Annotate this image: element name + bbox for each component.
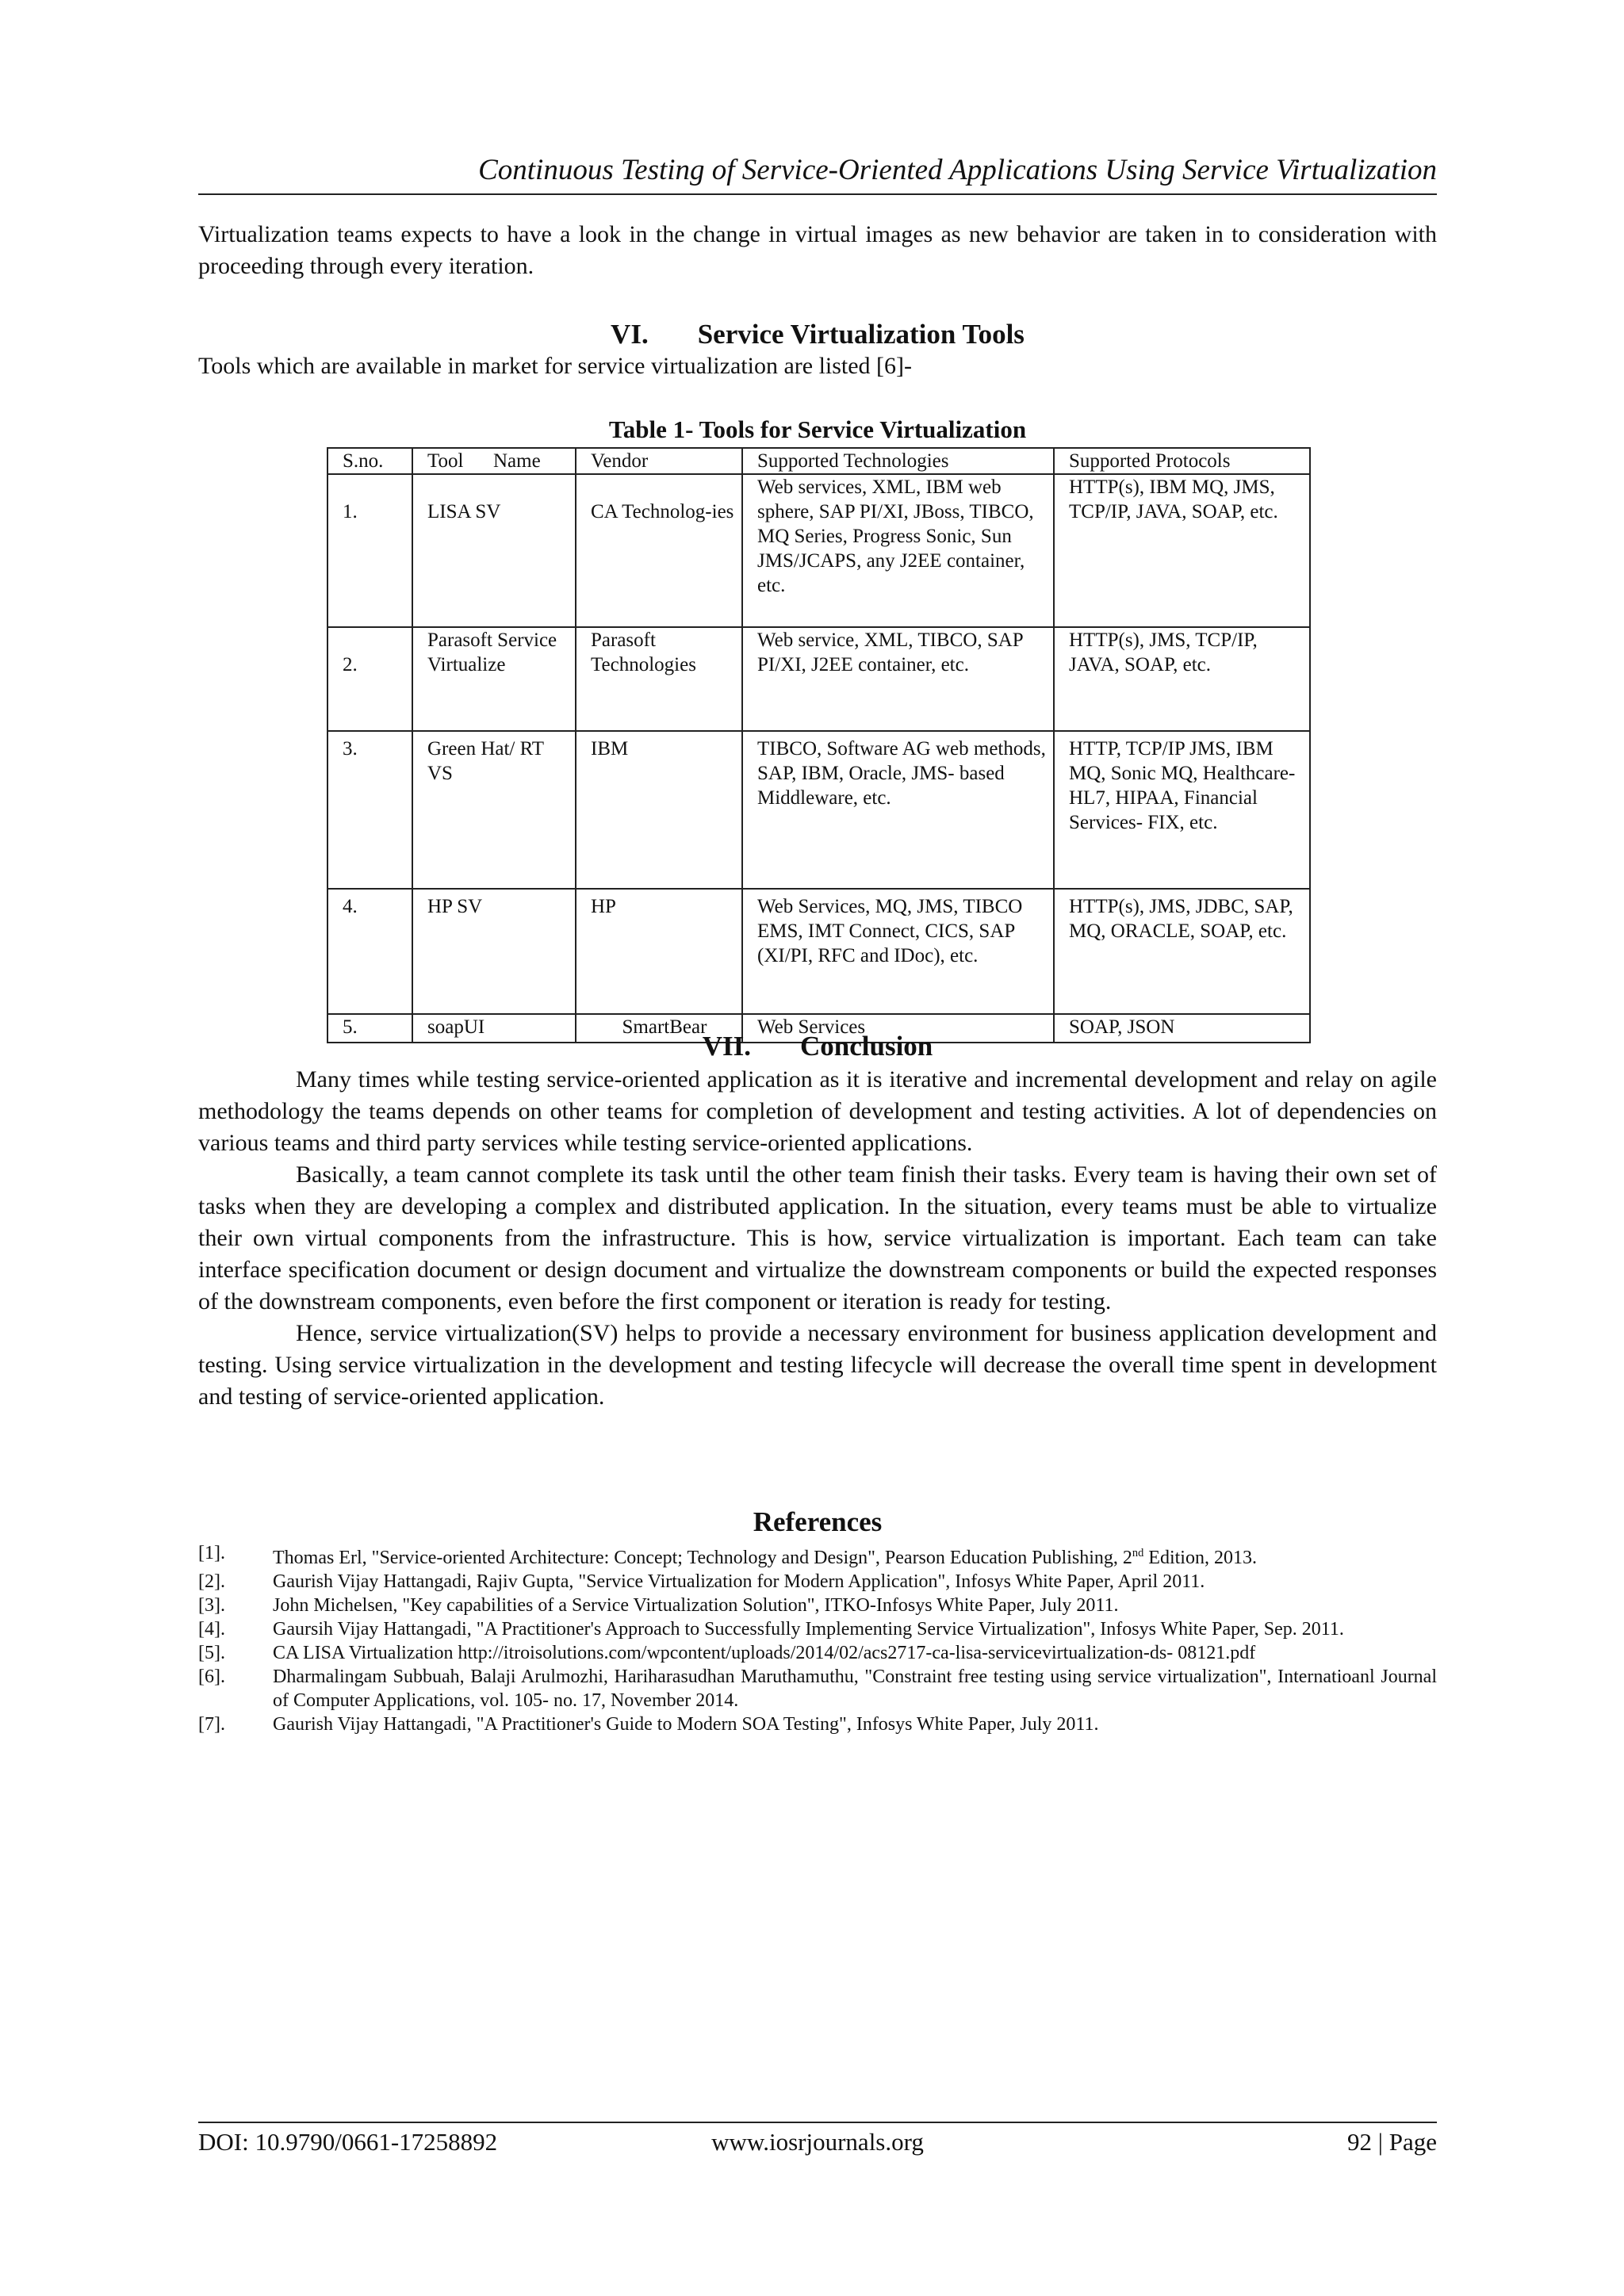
tools-table — [327, 447, 1311, 1043]
cell-vendor: IBM — [576, 731, 742, 889]
header-supported-technologies: Supported Technologies — [742, 448, 1054, 474]
conclusion-body — [198, 1064, 1437, 1413]
reference-item — [198, 1665, 1437, 1712]
cell-protocols: HTTP(s), JMS, TCP/IP, JAVA, SOAP, etc. — [1054, 627, 1310, 731]
paper-page — [198, 0, 1437, 2296]
cell-sno: 4. — [327, 889, 412, 1014]
reference-text: Gaurish Vijay Hattangadi, "A Practitioner's Guide to Modern SOA Testing", Infosys White Paper, July 2011. — [273, 1714, 1099, 1735]
footer-doi: DOI: 10.9790/0661-17258892 — [198, 2128, 498, 2156]
reference-item — [198, 1541, 1437, 1570]
header-supported-protocols: Supported Protocols — [1054, 448, 1310, 474]
cell-protocols: SOAP, JSON — [1054, 1014, 1310, 1043]
reference-text-tail: Edition, 2013. — [1143, 1548, 1257, 1568]
header-tool-name: Tool Name — [412, 448, 576, 474]
cell-vendor: HP — [576, 889, 742, 1014]
intro-block — [198, 219, 1437, 282]
footer-rule — [198, 2122, 1437, 2123]
header-vendor: Vendor — [576, 448, 742, 474]
footer-website: www.iosrjournals.org — [711, 2128, 924, 2156]
cell-technologies: Web Services — [742, 1014, 1054, 1043]
conclusion-paragraph-2: Basically, a team cannot complete its task until the other team finish their tasks. Every team is having their own set of tasks when they are developing a complex and distributed application. In the situation, every teams must be able to virtualize their own virtual components from the infrastructure. This is how, service virtualization is important. Each team can take interface specification document or design document and virtualize the downstream components or build the expected responses of the downstream components, even before the first component or iteration is ready for testing. — [198, 1161, 1437, 1314]
reference-number: [6]. — [198, 1667, 225, 1687]
header-rule — [198, 193, 1437, 195]
cell-protocols: HTTP(s), JMS, JDBC, SAP, MQ, ORACLE, SOAP, etc. — [1054, 889, 1310, 1014]
reference-text: John Michelsen, "Key capabilities of a Service Virtualization Solution", ITKO-Infosys White Paper, July 2011. — [273, 1595, 1119, 1616]
conclusion-paragraph-1: Many times while testing service-oriented application as it is iterative and incremental development and relay on agile methodology the teams depends on other teams for completion of development and testing activities. A lot of dependencies on various teams and third party services while testing service-oriented applications. — [198, 1066, 1437, 1156]
section-6-title: Service Virtualization Tools — [697, 319, 1025, 350]
reference-item — [198, 1617, 1437, 1641]
reference-item — [198, 1712, 1437, 1736]
cell-vendor: Parasoft Technologies — [576, 627, 742, 731]
cell-tool: HP SV — [412, 889, 576, 1014]
header-sno: S.no. — [327, 448, 412, 474]
table-row — [327, 474, 1310, 627]
table-header-row — [327, 448, 1310, 474]
cell-protocols: HTTP, TCP/IP JMS, IBM MQ, Sonic MQ, Healthcare- HL7, HIPAA, Financial Services- FIX, etc. — [1054, 731, 1310, 889]
reference-text: Dharmalingam Subbuah, Balaji Arulmozhi, Hariharasudhan Maruthamuthu, "Constraint free testing using service virtualization", Internatioanl Journal of Computer Applications, vol. 105- no. 17, November 2014. — [273, 1667, 1437, 1711]
section-6-lead: Tools which are available in market for service virtualization are listed [6]- — [198, 353, 913, 379]
cell-sno: 2. — [327, 627, 412, 731]
section-7-heading — [198, 1029, 1437, 1064]
reference-item — [198, 1641, 1437, 1665]
cell-protocols: HTTP(s), IBM MQ, JMS, TCP/IP, JAVA, SOAP, etc. — [1054, 474, 1310, 627]
cell-technologies: Web services, XML, IBM web sphere, SAP PI/XI, JBoss, TIBCO, MQ Series, Progress Sonic, Sun JMS/JCAPS, any J2EE container, etc. — [742, 474, 1054, 627]
cell-technologies: TIBCO, Software AG web methods, SAP, IBM, Oracle, JMS- based Middleware, etc. — [742, 731, 1054, 889]
cell-vendor: CA Technolog-ies — [576, 474, 742, 627]
cell-sno: 5. — [327, 1014, 412, 1043]
reference-number: [4]. — [198, 1619, 225, 1640]
reference-superscript: nd — [1132, 1547, 1144, 1559]
cell-tool: soapUI — [412, 1014, 576, 1043]
cell-sno: 1. — [327, 474, 412, 627]
table-row — [327, 627, 1310, 731]
cell-tool: LISA SV — [412, 474, 576, 627]
cell-technologies: Web Services, MQ, JMS, TIBCO EMS, IMT Connect, CICS, SAP (XI/PI, RFC and IDoc), etc. — [742, 889, 1054, 1014]
reference-item — [198, 1570, 1437, 1594]
intro-paragraph: Virtualization teams expects to have a look in the change in virtual images as new behavior are taken in to consideration with proceeding through every iteration. — [198, 221, 1437, 279]
reference-text: Gaurish Vijay Hattangadi, Rajiv Gupta, "Service Virtualization for Modern Application", Infosys White Paper, April 2011. — [273, 1571, 1205, 1592]
table-row — [327, 731, 1310, 889]
reference-number: [7]. — [198, 1714, 225, 1735]
references-list — [198, 1541, 1437, 1736]
reference-text — [273, 1541, 1437, 1570]
reference-number: [2]. — [198, 1571, 225, 1592]
table-row — [327, 889, 1310, 1014]
references-heading: References — [753, 1506, 883, 1537]
cell-tool: Parasoft Service Virtualize — [412, 627, 576, 731]
section-6-number: VI. — [611, 319, 649, 350]
cell-vendor: SmartBear — [576, 1014, 742, 1043]
section-7-number: VII. — [702, 1031, 751, 1062]
footer-page-number: 92 | Page — [1347, 2128, 1437, 2156]
reference-item — [198, 1594, 1437, 1617]
reference-text: CA LISA Virtualization http://itroisolutions.com/wpcontent/uploads/2014/02/acs2717-ca-lisa-servicevirtualization-ds- 08121.pdf — [273, 1643, 1256, 1663]
section-6-heading — [198, 317, 1437, 352]
cell-sno: 3. — [327, 731, 412, 889]
section-7-title: Conclusion — [800, 1031, 933, 1062]
section-6-lead-block — [198, 350, 1437, 382]
reference-text: Gaursih Vijay Hattangadi, "A Practitioner's Approach to Successfully Implementing Service Virtualization", Infosys White Paper, Sep. 2011. — [273, 1619, 1344, 1640]
cell-tool: Green Hat/ RT VS — [412, 731, 576, 889]
table-caption: Table 1- Tools for Service Virtualization — [608, 415, 1027, 443]
reference-number: [5]. — [198, 1643, 225, 1663]
cell-technologies: Web service, XML, TIBCO, SAP PI/XI, J2EE container, etc. — [742, 627, 1054, 731]
reference-number: [3]. — [198, 1595, 225, 1616]
conclusion-paragraph-3: Hence, service virtualization(SV) helps to provide a necessary environment for business application development and testing. Using service virtualization in the development and testing lifecycle will decrease the overall time spent in development and testing of service-oriented application. — [198, 1320, 1437, 1410]
reference-number: [1]. — [198, 1543, 225, 1563]
reference-text-main: Thomas Erl, "Service-oriented Architecture: Concept; Technology and Design", Pearson Education Publishing, 2 — [273, 1548, 1132, 1568]
running-title: Continuous Testing of Service-Oriented Applications Using Service Virtualization — [478, 154, 1437, 186]
